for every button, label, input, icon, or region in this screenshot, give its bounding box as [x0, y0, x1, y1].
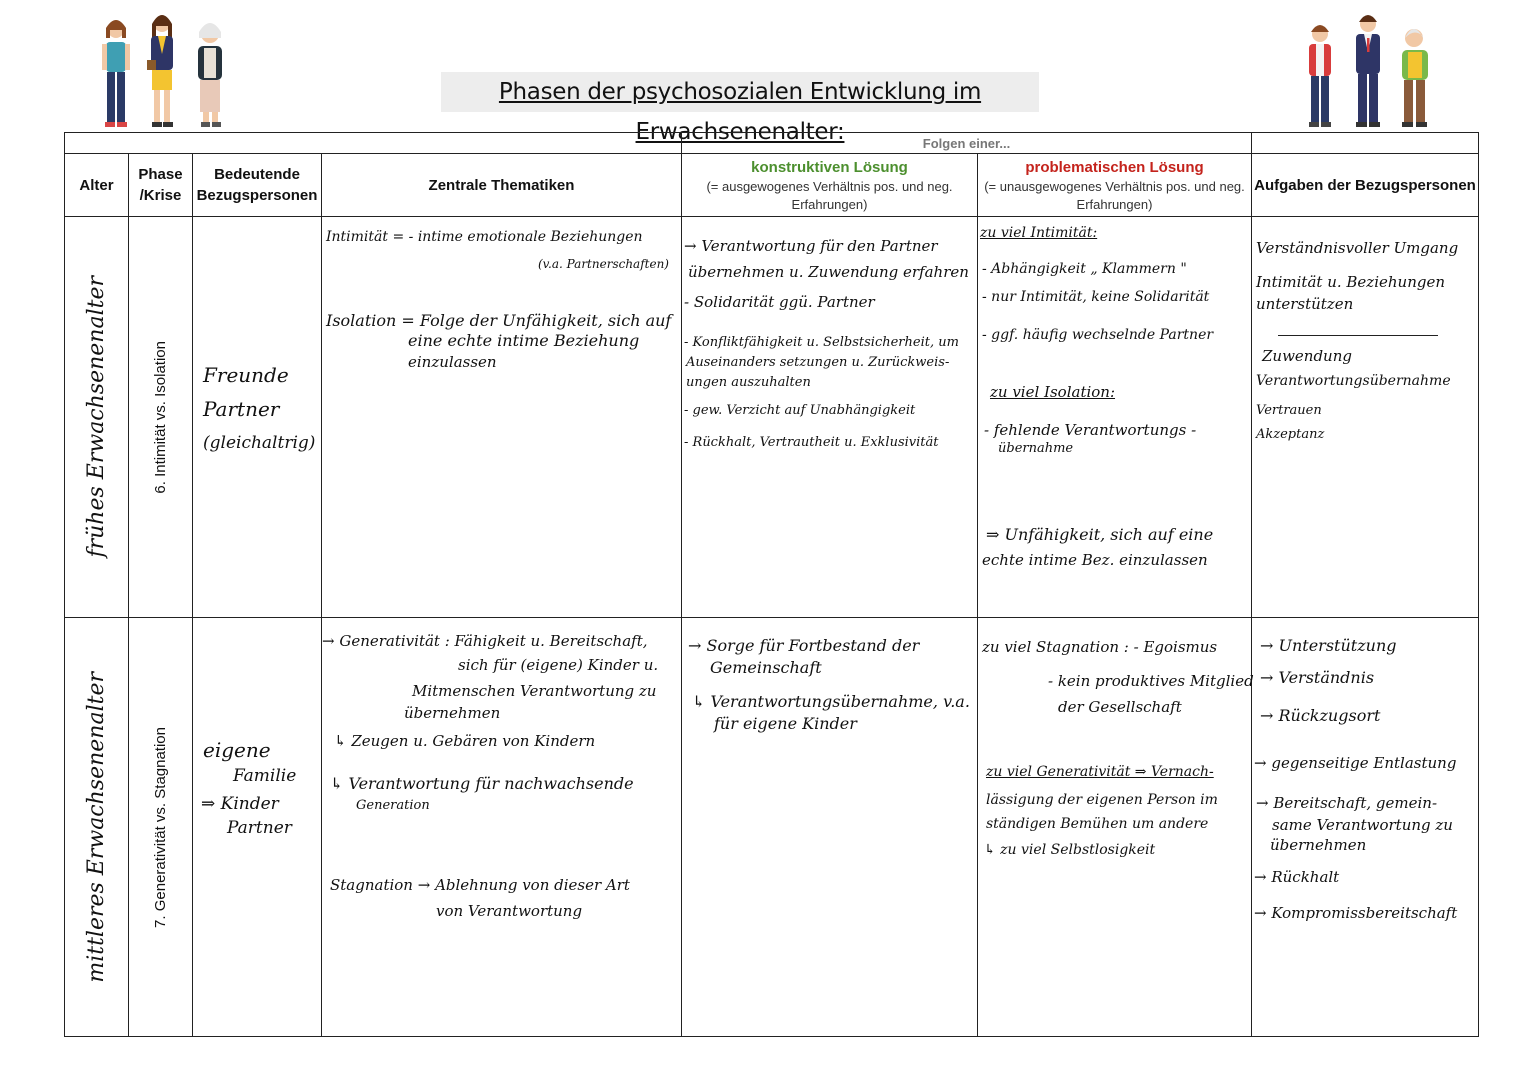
konstruktiv-line: - Solidarität ggü. Partner — [684, 293, 875, 311]
problematisch-line: - nur Intimität, keine Solidarität — [982, 289, 1210, 305]
alter-text: frühes Erwachsenenalter — [84, 276, 109, 558]
problematisch-line: zu viel Generativität ⇒ Vernach- — [986, 764, 1214, 780]
person-icon — [1356, 15, 1380, 127]
aufgaben-line: Vertrauen — [1256, 403, 1322, 418]
problematisch-line: echte intime Bez. einzulassen — [982, 551, 1208, 569]
header-bezugspersonen: Bedeutende Bezugspersonen — [193, 154, 322, 217]
problematisch-line: zu viel Intimität: — [980, 225, 1098, 241]
konstruktiv-label: konstruktiven Lösung — [751, 158, 908, 176]
konstruktiv-line: übernehmen u. Zuwendung erfahren — [688, 263, 969, 281]
bezugspersonen-cell — [193, 217, 322, 618]
problematisch-line: - kein produktives Mitglied — [1048, 672, 1254, 690]
aufgaben-line: → Rückhalt — [1254, 868, 1340, 886]
thematik-line: Isolation = Folge der Unfähigkeit, sich auf — [326, 311, 672, 330]
thematik-line: sich für (eigene) Kinder u. — [458, 656, 659, 674]
adults-illustration-left — [92, 8, 242, 134]
aufgaben-line: Zuwendung — [1262, 347, 1352, 365]
thematik-line: (v.a. Partnerschaften) — [538, 257, 669, 271]
problematisch-line: zu viel Isolation: — [990, 383, 1116, 401]
konstruktiv-line: Gemeinschaft — [710, 658, 822, 677]
problematisch-line: ständigen Bemühen um andere — [986, 816, 1209, 832]
phase-text: 7. Generativität vs. Stagnation — [152, 726, 169, 928]
aufgaben-line: übernehmen — [1270, 836, 1367, 854]
phases-table — [64, 132, 1479, 1037]
konstruktiv-line: → Sorge für Fortbestand der — [688, 636, 920, 655]
thematik-line: Stagnation → Ablehnung von dieser Art — [330, 876, 630, 894]
bezug-line: Freunde — [203, 363, 289, 387]
aufgaben-line: → Bereitschaft, gemein- — [1256, 794, 1438, 812]
konstruktiv-line: - gew. Verzicht auf Unabhängigkeit — [684, 403, 916, 418]
problematisch-cell — [978, 217, 1252, 618]
aufgaben-cell — [1252, 217, 1479, 618]
problematisch-label: problematischen Lösung — [1025, 158, 1204, 176]
person-icon — [1309, 25, 1331, 127]
thematik-line: ↳ Verantwortung für nachwachsende — [330, 774, 634, 793]
konstruktiv-line: für eigene Kinder — [714, 714, 857, 733]
alter-cell — [65, 618, 129, 1037]
phase-cell — [129, 217, 193, 618]
thematik-line: → Generativität : Fähigkeit u. Bereitschaft, — [322, 632, 648, 650]
thematiken-cell — [322, 618, 682, 1037]
thematik-line: übernehmen — [404, 704, 501, 722]
thematik-line: einzulassen — [408, 353, 497, 371]
aufgaben-line: → Unterstützung — [1260, 636, 1397, 655]
aufgaben-line: → Verständnis — [1260, 668, 1375, 687]
aufgaben-cell — [1252, 618, 1479, 1037]
header-spacer — [1252, 133, 1479, 154]
phase-cell — [129, 618, 193, 1037]
aufgaben-line: → Rückzugsort — [1260, 706, 1381, 725]
problematisch-line: - ggf. häufig wechselnde Partner — [982, 327, 1214, 343]
problematisch-sub: (= unausgewogenes Verhältnis pos. und neg. Erfahrungen) — [984, 178, 1245, 212]
divider — [1278, 335, 1438, 336]
header-thematiken: Zentrale Thematiken — [322, 154, 682, 217]
konstruktiv-line: ↳ Verantwortungsübernahme, v.a. — [692, 692, 970, 711]
thematik-line: eine echte intime Beziehung — [408, 331, 640, 350]
thematik-line: Intimität = - intime emotionale Beziehungen — [326, 229, 643, 245]
person-icon — [147, 15, 173, 127]
konstruktiv-line: → Verantwortung für den Partner — [684, 237, 938, 255]
aufgaben-line: Verantwortungsübernahme — [1256, 373, 1451, 389]
aufgaben-line: → gegenseitige Entlastung — [1254, 754, 1457, 772]
problematisch-line: - Abhängigkeit „ Klammern " — [982, 261, 1187, 277]
header-folgen: Folgen einer... — [682, 133, 1252, 154]
alter-text: mittleres Erwachsenenalter — [84, 671, 109, 983]
page-title: Phasen der psychosozialen Entwicklung im Erwachsenenalter: — [441, 72, 1039, 112]
aufgaben-line: Verständnisvoller Umgang — [1256, 239, 1459, 257]
konstruktiv-line: ungen auszuhalten — [686, 375, 811, 390]
konstruktiv-sub: (= ausgewogenes Verhältnis pos. und neg. Erfahrungen) — [706, 178, 953, 212]
thematik-line: von Verantwortung — [436, 902, 583, 920]
alter-cell — [65, 217, 129, 618]
aufgaben-line: → Kompromissbereitschaft — [1254, 904, 1458, 922]
aufgaben-line: Akzeptanz — [1256, 427, 1325, 442]
konstruktiv-cell — [682, 618, 978, 1037]
problematisch-line: - fehlende Verantwortungs - — [984, 421, 1197, 439]
problematisch-line: übernahme — [998, 441, 1074, 456]
header-aufgaben: Aufgaben der Bezugspersonen — [1252, 154, 1479, 217]
header-spacer — [65, 133, 682, 154]
header-alter: Alter — [65, 154, 129, 217]
bezugspersonen-cell — [193, 618, 322, 1037]
bezug-line: Partner — [227, 818, 292, 838]
thematik-line: ↳ Zeugen u. Gebären von Kindern — [334, 732, 596, 750]
thematik-line: Mitmenschen Verantwortung zu — [412, 682, 657, 700]
konstruktiv-line: - Rückhalt, Vertrautheit u. Exklusivität — [684, 435, 939, 450]
problematisch-line: ⇒ Unfähigkeit, sich auf eine — [986, 525, 1214, 544]
problematisch-line: der Gesellschaft — [1058, 698, 1182, 716]
problematisch-line: lässigung der eigenen Person im — [986, 792, 1218, 808]
problematisch-cell — [978, 618, 1252, 1037]
phase-text: 6. Intimität vs. Isolation — [152, 340, 169, 494]
thematik-line: Generation — [356, 798, 430, 813]
aufgaben-line: Intimität u. Beziehungen — [1256, 273, 1445, 291]
header-phase: Phase /Krise — [129, 154, 193, 217]
konstruktiv-line: - Konfliktfähigkeit u. Selbstsicherheit, um — [684, 335, 959, 350]
problematisch-line: ↳ zu viel Selbstlosigkeit — [984, 842, 1156, 858]
aufgaben-line: same Verantwortung zu — [1272, 816, 1453, 834]
bezug-line: Familie — [233, 766, 297, 786]
bezug-line: Partner — [203, 397, 280, 421]
bezug-line: (gleichaltrig) — [203, 433, 316, 453]
header-konstruktiv — [682, 154, 978, 217]
problematisch-line: zu viel Stagnation : - Egoismus — [982, 638, 1218, 656]
table-row — [65, 618, 1479, 1037]
konstruktiv-line: Auseinanders setzungen u. Zurückweis- — [686, 355, 950, 370]
person-icon — [198, 23, 222, 127]
thematiken-cell — [322, 217, 682, 618]
bezug-line: eigene — [203, 738, 271, 762]
aufgaben-line: unterstützen — [1256, 295, 1354, 313]
table-row — [65, 217, 1479, 618]
konstruktiv-cell — [682, 217, 978, 618]
person-icon — [102, 20, 130, 127]
bezug-line: ⇒ Kinder — [201, 794, 279, 814]
person-icon — [1402, 29, 1428, 127]
header-problematisch — [978, 154, 1252, 217]
adults-illustration-right — [1296, 8, 1446, 134]
